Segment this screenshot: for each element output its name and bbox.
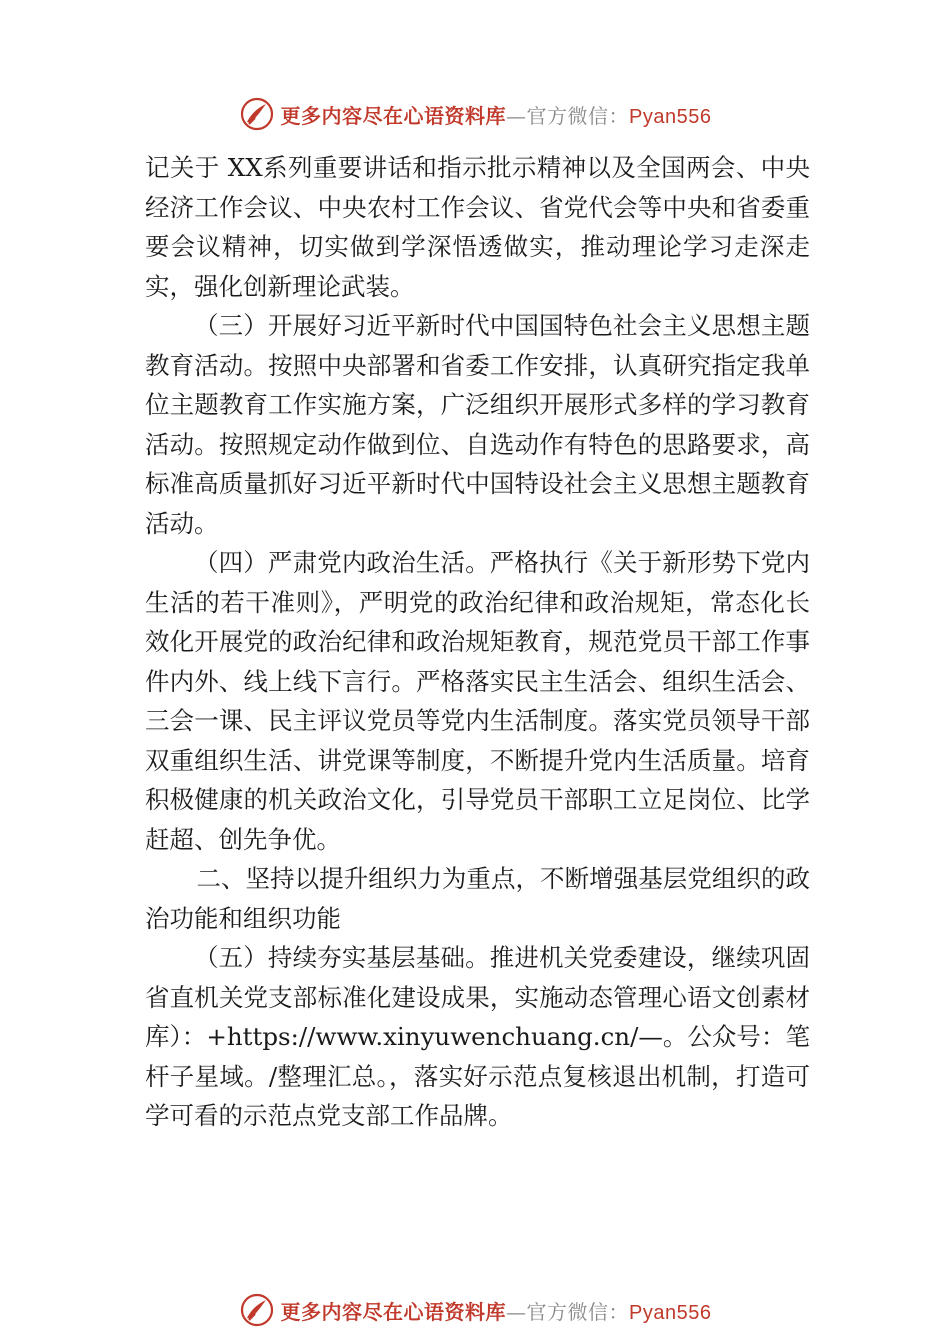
footer-banner-text [281,1296,712,1325]
header-banner-text [281,100,712,129]
brush-logo-icon [239,1292,275,1328]
brush-logo-icon [239,96,275,132]
paragraph-section-4: （四）严肃党内政治生活。严格执行《关于新形势下党内生活的若干准则》，严明党的政治纪律和政治规矩，常态化长效化开展党的政治纪律和政治规矩教育，规范党员干部工作事件内外、线上线下言行。严格落实民主生活会、组织生活会、三会一课、民主评议党员等党内生活制度。落实党员领导干部双重组织生活、讲党课等制度，不断提升党内生活质量。培育积极健康的机关政治文化，引导党员干部职工立足岗位、比学赶超、创先争优。 [145,548,810,854]
header-banner [0,94,950,134]
footer-banner-red: 更多内容尽在心语资料库 [280,1299,507,1324]
footer-wechat-id: Pyan556 [629,1301,712,1324]
header-banner-dash: — [506,103,527,128]
header-wechat-id: Pyan556 [629,105,712,128]
paragraph-continuation: 记关于 XX系列重要讲话和指示批示精神以及全国两会、中央经济工作会议、中央农村工作会议、省党代会等中央和省委重要会议精神，切实做到学深悟透做实，推动理论学习走深走实，强化创新理论武装。 [145,153,810,301]
header-banner-grey: 官方微信： [526,103,630,128]
footer-banner [0,1290,950,1330]
document-body [145,148,810,1136]
heading-part-2: 二、坚持以提升组织力为重点，不断增强基层党组织的政治功能和组织功能 [145,864,810,933]
header-banner-red: 更多内容尽在心语资料库 [280,103,507,128]
paragraph-section-5: （五）持续夯实基层基础。推进机关党委建设，继续巩固省直机关党支部标准化建设成果，实施动态管理心语文创素材库）：+https://www.xinyuwenchuang.cn/—。公众号：笔杆子星域。/整理汇总。，落实好示范点复核退出机制，打造可学可看的示范点党支部工作品牌。 [145,943,810,1130]
footer-banner-dash: — [506,1299,527,1324]
footer-banner-grey: 官方微信： [526,1299,630,1324]
paragraph-section-3: （三）开展好习近平新时代中国国特色社会主义思想主题教育活动。按照中央部署和省委工作安排，认真研究指定我单位主题教育工作实施方案，广泛组织开展形式多样的学习教育活动。按照规定动作做到位、自选动作有特色的思路要求，高标准高质量抓好习近平新时代中国特设社会主义思想主题教育活动。 [145,311,810,538]
